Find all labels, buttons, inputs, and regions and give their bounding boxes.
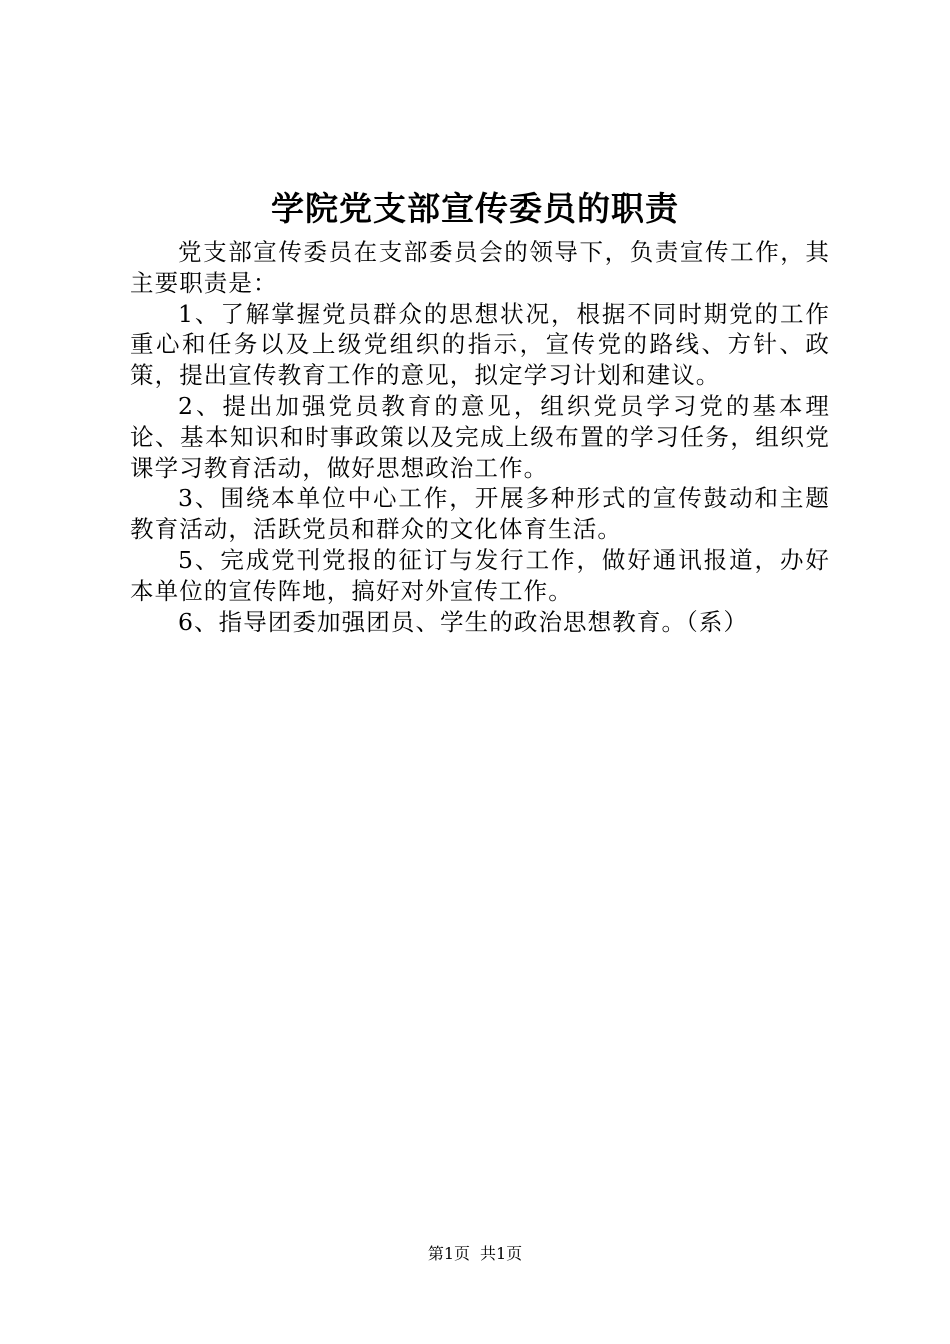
page-number: 第1页 (427, 1244, 470, 1263)
document-body (130, 237, 830, 637)
duty-item-3: 3、围绕本单位中心工作，开展多种形式的宣传鼓动和主题教育活动，活跃党员和群众的文化体育生活。 (130, 484, 830, 544)
duty-item-5: 5、完成党刊党报的征订与发行工作，做好通讯报道，办好本单位的宣传阵地，搞好对外宣传工作。 (130, 545, 830, 605)
duty-item-1: 1、了解掌握党员群众的思想状况，根据不同时期党的工作重心和任务以及上级党组织的指示，宣传党的路线、方针、政策，提出宣传教育工作的意见，拟定学习计划和建议。 (130, 299, 830, 390)
document-title: 学院党支部宣传委员的职责 (271, 189, 679, 228)
duty-item-6: 6、指导团委加强团员、学生的政治思想教育。（系） (178, 607, 749, 636)
intro-paragraph: 党支部宣传委员在支部委员会的领导下，负责宣传工作，其主要职责是： (130, 238, 830, 297)
page-total: 共1页 (480, 1244, 523, 1263)
duty-item-2: 2、提出加强党员教育的意见，组织党员学习党的基本理论、基本知识和时事政策以及完成上级布置的学习任务，组织党课学习教育活动，做好思想政治工作。 (130, 391, 830, 482)
page-footer (0, 1242, 950, 1266)
